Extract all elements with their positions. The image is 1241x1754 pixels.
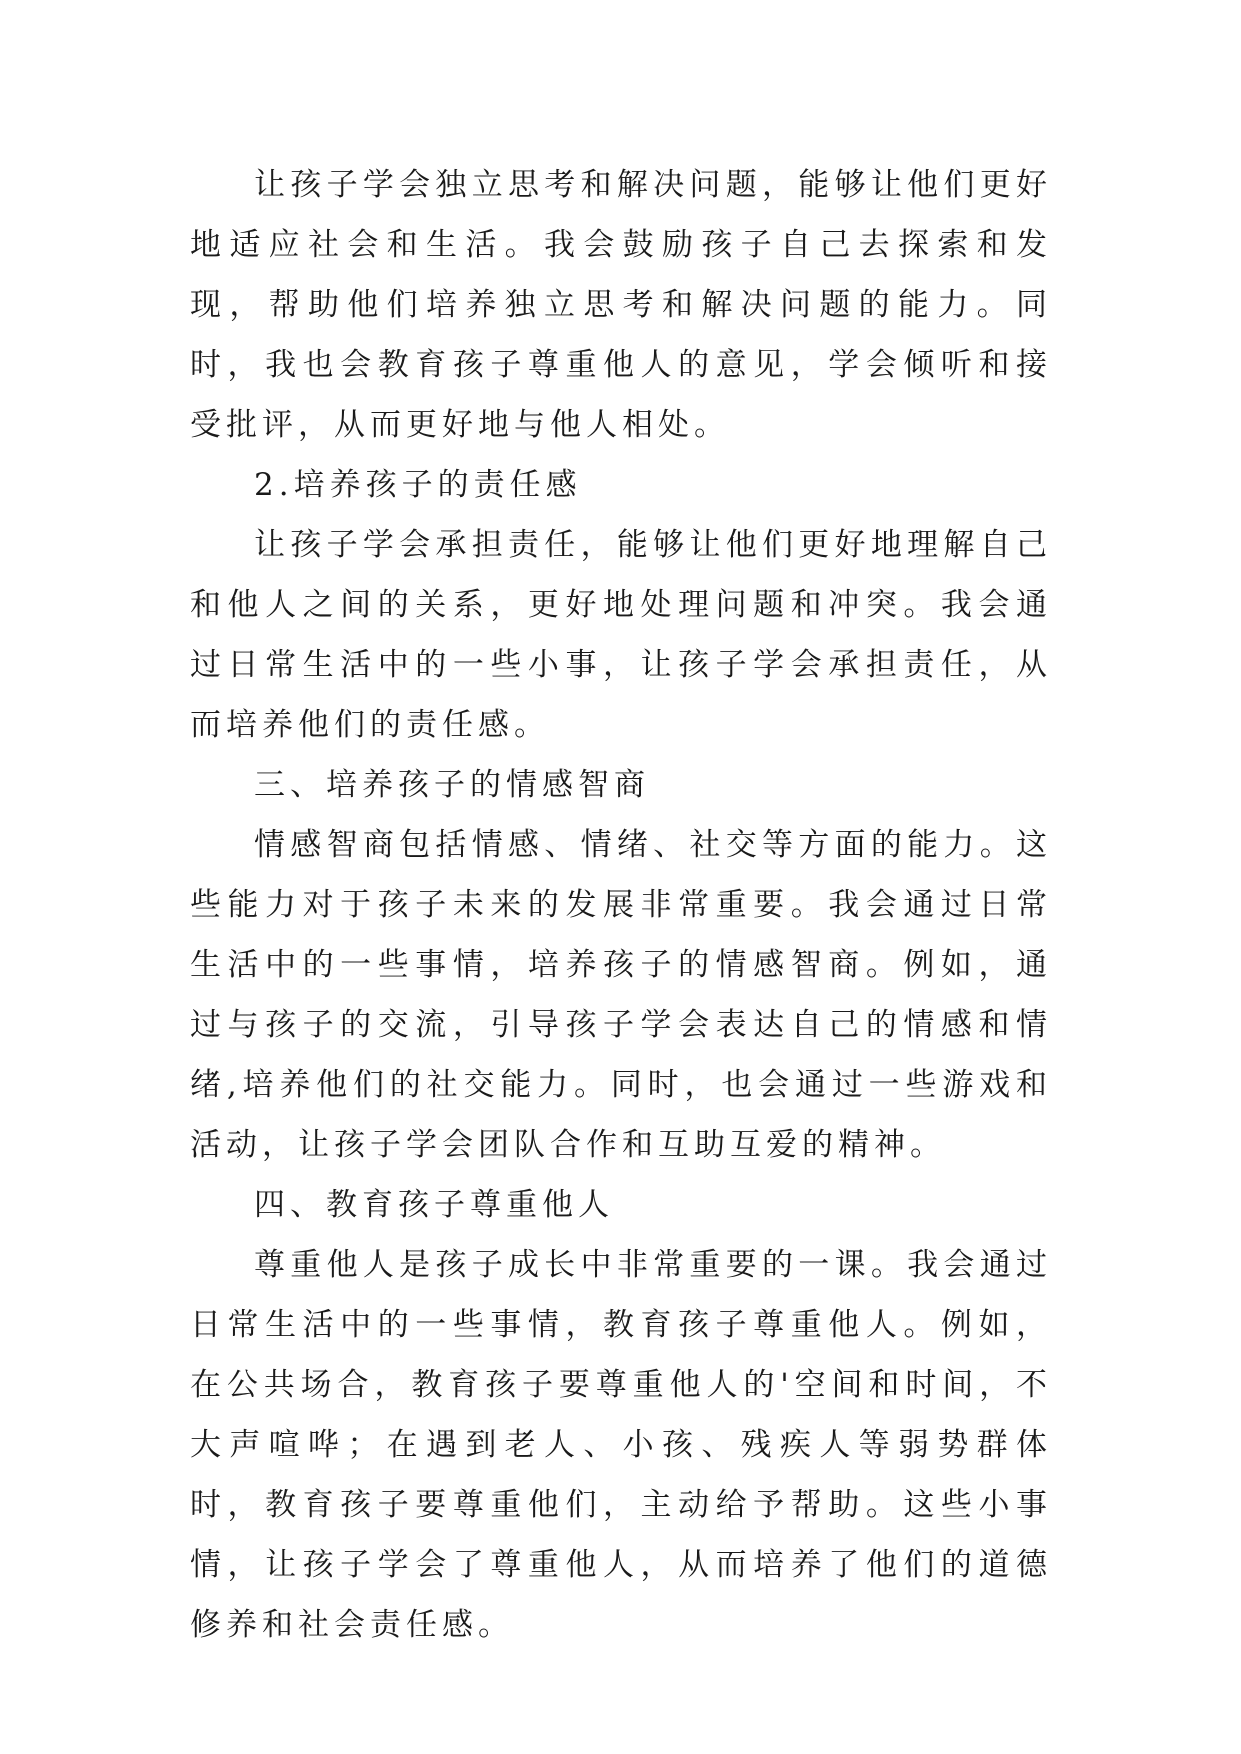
paragraph-independent-thinking: 让孩子学会独立思考和解决问题，能够让他们更好地适应社会和生活。我会鼓励孩子自己去探索和发现，帮助他们培养独立思考和解决问题的能力。同时，我也会教育孩子尊重他人的意见，学会倾听和接受批评，从而更好地与他人相处。 (190, 167, 1052, 443)
heading-responsibility: 2.培养孩子的责任感 (254, 467, 582, 503)
heading-respect-others: 四、教育孩子尊重他人 (254, 1187, 614, 1223)
paragraph-responsibility: 让孩子学会承担责任，能够让他们更好地理解自己和他人之间的关系，更好地处理问题和冲突。我会通过日常生活中的一些小事，让孩子学会承担责任，从而培养他们的责任感。 (190, 527, 1052, 743)
paragraph-respect-others: 尊重他人是孩子成长中非常重要的一课。我会通过日常生活中的一些事情，教育孩子尊重他人。例如，在公共场合，教育孩子要尊重他人的'空间和时间，不大声喧哗；在遇到老人、小孩、残疾人等弱势群体时，教育孩子要尊重他们，主动给予帮助。这些小事情，让孩子学会了尊重他人，从而培养了他们的道德修养和社会责任感。 (190, 1247, 1052, 1643)
document-body (190, 155, 1052, 1655)
heading-emotional-intelligence: 三、培养孩子的情感智商 (254, 767, 650, 803)
paragraph-emotional-intelligence: 情感智商包括情感、情绪、社交等方面的能力。这些能力对于孩子未来的发展非常重要。我会通过日常生活中的一些事情，培养孩子的情感智商。例如，通过与孩子的交流，引导孩子学会表达自己的情感和情绪,培养他们的社交能力。同时，也会通过一些游戏和活动，让孩子学会团队合作和互助互爱的精神。 (190, 827, 1052, 1163)
